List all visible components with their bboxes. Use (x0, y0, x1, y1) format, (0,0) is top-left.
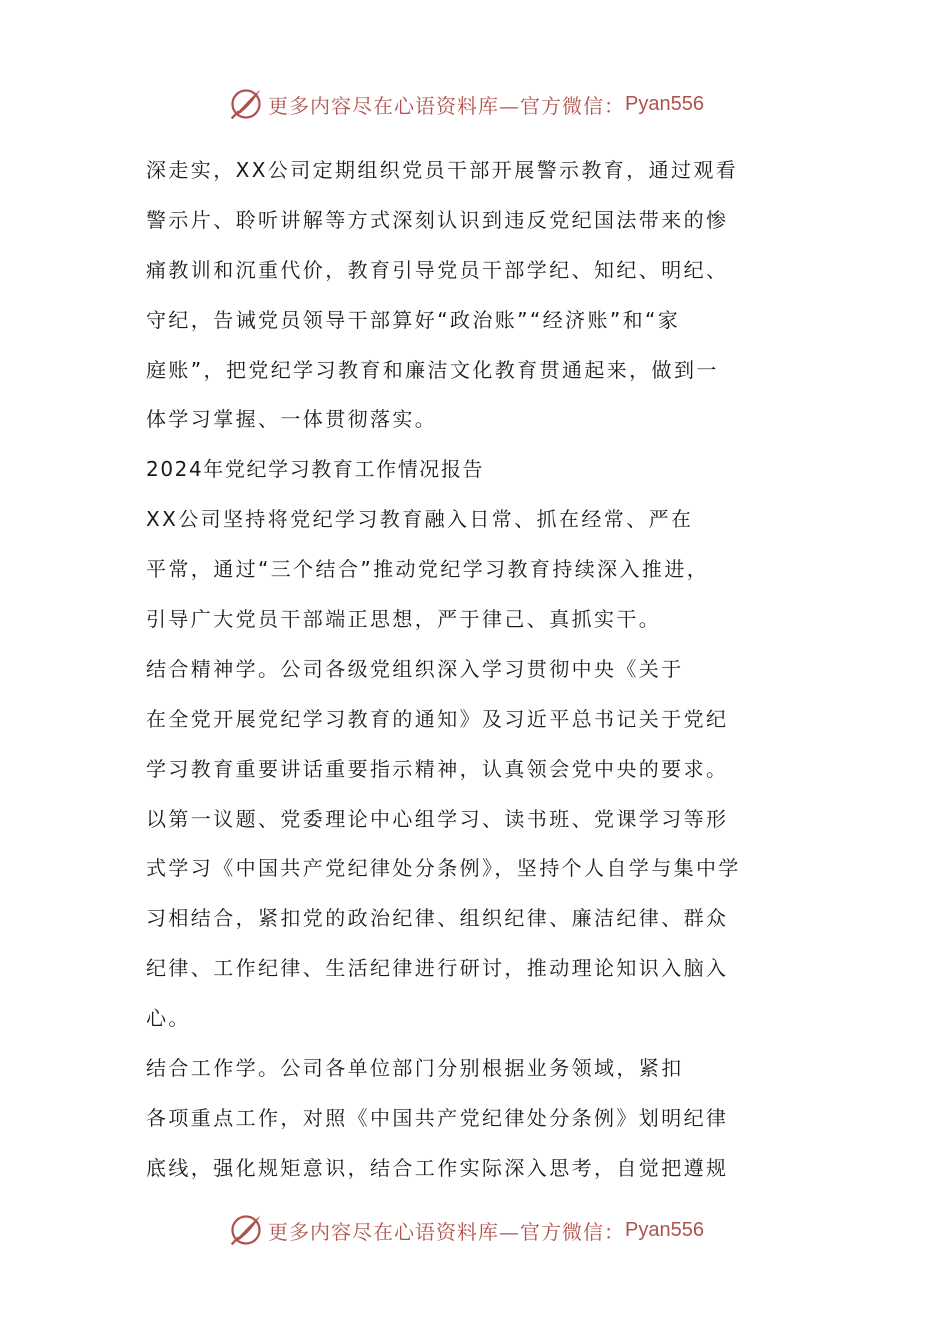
header-watermark (228, 84, 748, 124)
body-line: 体学习掌握、一体贯彻落实。 (146, 407, 438, 432)
footer-watermark (228, 1210, 748, 1250)
body-line: 在全党开展党纪学习教育的通知》及习近平总书记关于党纪 (146, 706, 729, 731)
watermark-text: 更多内容尽在心语资料库—官方微信： (268, 93, 625, 118)
document-body (146, 146, 766, 1194)
body-line: 以第一议题、党委理论中心组学习、读书班、党课学习等形 (146, 806, 729, 831)
body-line: 深走实，XX公司定期组织党员干部开展警示教育，通过观看 (146, 158, 739, 182)
watermark-text: 更多内容尽在心语资料库—官方微信： (268, 1219, 625, 1244)
body-line: 习相结合，紧扣党的政治纪律、组织纪律、廉洁纪律、群众 (146, 906, 729, 931)
body-line: 庭账”，把党纪学习教育和廉洁文化教育贯通起来，做到一 (146, 357, 719, 382)
body-line: 引导广大党员干部端正思想，严于律己、真抓实干。 (146, 607, 662, 632)
body-line: 心。 (146, 1006, 191, 1031)
body-line: 式学习《中国共产党纪律处分条例》，坚持个人自学与集中学 (146, 856, 741, 881)
body-line: 底线，强化规矩意识，结合工作实际深入思考，自觉把遵规 (146, 1155, 729, 1180)
body-line: 平常，通过“三个结合”推动党纪学习教育持续深入推进， (146, 557, 710, 582)
quill-pen-logo (228, 1212, 264, 1248)
body-line: 痛教训和沉重代价，教育引导党员干部学纪、知纪、明纪、 (146, 257, 729, 282)
body-line: 结合工作学。公司各单位部门分别根据业务领域，紧扣 (146, 1056, 684, 1081)
section-title: 2024年党纪学习教育工作情况报告 (146, 457, 485, 482)
body-line: 各项重点工作，对照《中国共产党纪律处分条例》划明纪律 (146, 1105, 729, 1130)
body-line: 学习教育重要讲话重要指示精神，认真领会党中央的要求。 (146, 756, 729, 781)
quill-pen-logo (228, 86, 264, 122)
watermark-wechat-id: Pyan556 (625, 1218, 704, 1241)
body-line: XX公司坚持将党纪学习教育融入日常、抓在经常、严在 (146, 507, 694, 532)
body-line: 结合精神学。公司各级党组织深入学习贯彻中央《关于 (146, 656, 684, 681)
body-line: 纪律、工作纪律、生活纪律进行研讨，推动理论知识入脑入 (146, 956, 729, 981)
body-line: 守纪，告诫党员领导干部算好“政治账”“经济账”和“家 (146, 307, 681, 332)
watermark-wechat-id: Pyan556 (625, 92, 704, 115)
body-line: 警示片、聆听讲解等方式深刻认识到违反党纪国法带来的惨 (146, 207, 729, 232)
